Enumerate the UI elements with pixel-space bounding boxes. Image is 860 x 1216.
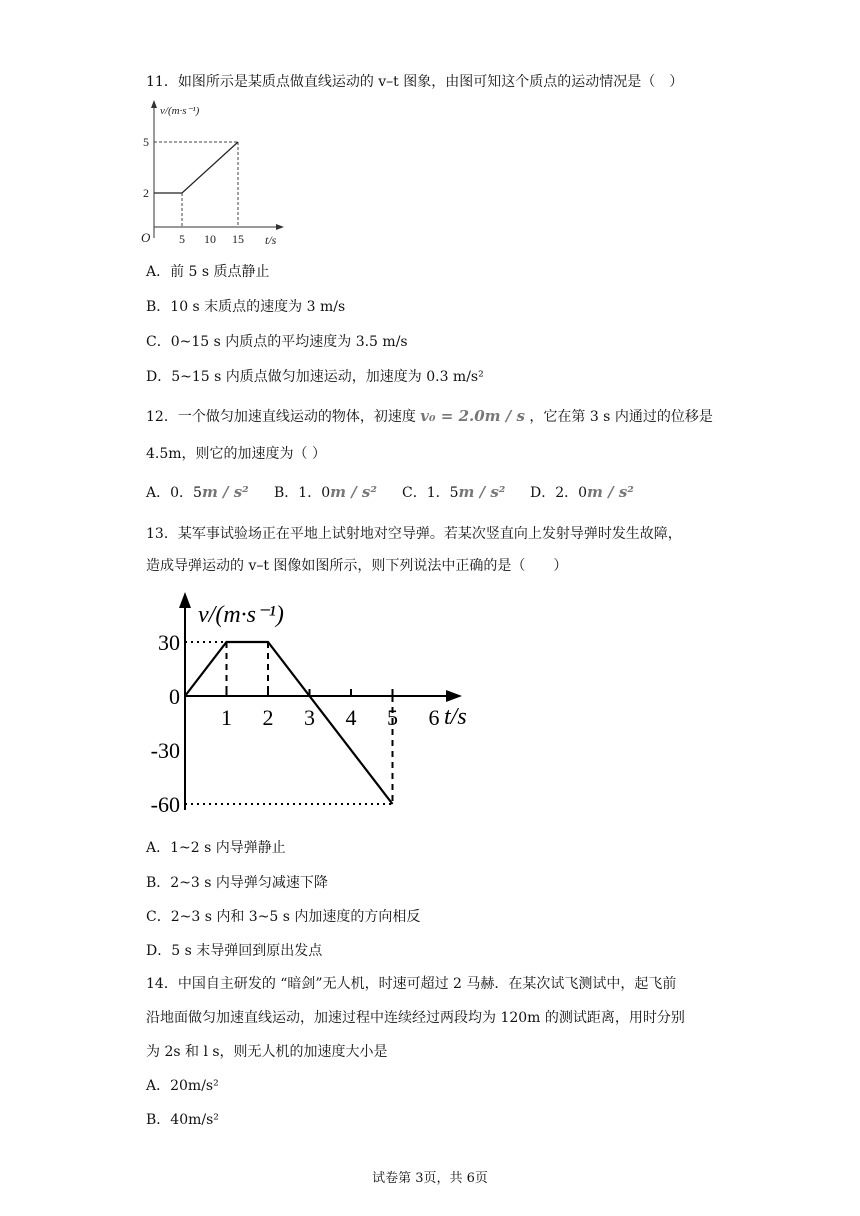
q11-y-tick-5: 5 bbox=[143, 135, 149, 149]
page-footer: 试卷第 3页，共 6页 bbox=[372, 1171, 488, 1186]
q12-stem-line1 bbox=[146, 406, 713, 427]
q11-option-b: B．10 s 末质点的速度为 3 m/s bbox=[146, 299, 346, 315]
q13-y-arrow bbox=[179, 592, 191, 608]
q11-option-a: A．前 5 s 质点静止 bbox=[146, 264, 270, 280]
q11-stem: 11．如图所示是某质点做直线运动的 v–t 图象，由图可知这个质点的运动情况是（ ） bbox=[146, 74, 684, 90]
q12-option-b bbox=[274, 482, 402, 503]
q13-x-tick-2: 2 bbox=[262, 705, 274, 730]
q13-option-b: B．2~3 s 内导弹匀减速下降 bbox=[146, 875, 328, 891]
q14-option-b: B．40m/s² bbox=[146, 1112, 219, 1128]
q12-option-b-value: B．1．0 bbox=[274, 485, 331, 501]
q14-stem-c: 为 2s 和 l s，则无人机的加速度大小是 bbox=[146, 1044, 388, 1060]
q11-series-line bbox=[154, 142, 238, 193]
q13-stem-a: 13．某军事试验场正在平地上试射地对空导弹。若某次竖直向上发射导弹时发生故障， bbox=[146, 526, 682, 542]
q13-series-line bbox=[185, 642, 393, 804]
q12-option-a-unit: m / s² bbox=[201, 483, 249, 501]
q13-y-tick--60: -60 bbox=[150, 792, 180, 817]
q13-x-tick-5: 5 bbox=[387, 705, 398, 730]
q13-x-tick-4: 4 bbox=[345, 705, 357, 730]
q11-x-axis-label: t/s bbox=[265, 233, 277, 247]
q13-x-arrow bbox=[446, 690, 462, 702]
q13-y-axis-label: v/(m·s⁻¹) bbox=[198, 602, 284, 628]
q11-origin-label: O bbox=[141, 230, 151, 245]
q12-stem-a: 12．一个做匀加速直线运动的物体，初速度 bbox=[146, 409, 416, 425]
q12-option-c-value: C．1．5 bbox=[402, 485, 459, 501]
q12-stem-c: 4.5m，则它的加速度为（ ） bbox=[146, 446, 326, 462]
q14-stem-a: 14．中国自主研发的 “暗剑”无人机，时速可超过 2 马赫．在某次试飞测试中，起飞前 bbox=[146, 976, 677, 992]
q12-initial-velocity-formula: v₀ = 2.0m / s bbox=[420, 407, 525, 425]
q11-y-tick-2: 2 bbox=[143, 186, 149, 200]
q11-x-tick-10: 10 bbox=[204, 232, 216, 246]
q12-option-a bbox=[146, 482, 274, 503]
q12-option-c bbox=[402, 482, 530, 503]
q12-option-d bbox=[530, 482, 634, 503]
q11-vt-graph bbox=[140, 100, 290, 248]
q12-option-b-unit: m / s² bbox=[330, 483, 377, 501]
q13-y-tick-30: 30 bbox=[158, 630, 180, 655]
q11-y-arrow bbox=[151, 100, 157, 108]
q13-y-tick-0: 0 bbox=[169, 684, 180, 709]
q13-vt-graph bbox=[140, 588, 485, 828]
q13-option-a: A．1~2 s 内导弹静止 bbox=[146, 840, 286, 856]
q11-option-c: C．0~15 s 内质点的平均速度为 3.5 m/s bbox=[146, 334, 408, 350]
q13-x-tick-1: 1 bbox=[221, 705, 232, 730]
q12-option-c-unit: m / s² bbox=[458, 483, 506, 501]
q11-x-tick-15: 15 bbox=[232, 232, 244, 246]
q13-stem-b: 造成导弹运动的 v–t 图像如图所示，则下列说法中正确的是（ ） bbox=[146, 558, 568, 574]
q11-option-d: D．5~15 s 内质点做匀加速运动，加速度为 0.3 m/s² bbox=[146, 369, 484, 385]
q12-stem-b: ，它在第 3 s 内通过的位移是 bbox=[529, 409, 713, 425]
q12-option-a-value: A．0．5 bbox=[146, 485, 202, 501]
q12-options-row bbox=[146, 482, 634, 503]
q11-x-arrow bbox=[276, 224, 284, 230]
q11-x-tick-5: 5 bbox=[179, 232, 185, 246]
q13-y-tick--30: -30 bbox=[150, 738, 180, 763]
q13-option-d: D．5 s 末导弹回到原出发点 bbox=[146, 943, 323, 959]
q11-y-axis-label: v/(m·s⁻¹) bbox=[160, 105, 200, 117]
q14-stem-b: 沿地面做匀加速直线运动，加速过程中连续经过两段均为 120m 的测试距离，用时分别 bbox=[146, 1010, 685, 1026]
q13-option-c: C．2~3 s 内和 3~5 s 内加速度的方向相反 bbox=[146, 909, 421, 925]
q12-option-d-unit: m / s² bbox=[587, 483, 634, 501]
q14-option-a: A．20m/s² bbox=[146, 1078, 219, 1094]
q13-x-tick-3: 3 bbox=[304, 705, 315, 730]
q13-x-tick-6: 6 bbox=[428, 705, 440, 730]
q13-x-axis-label: t/s bbox=[444, 704, 467, 730]
q12-option-d-value: D．2．0 bbox=[530, 485, 588, 501]
